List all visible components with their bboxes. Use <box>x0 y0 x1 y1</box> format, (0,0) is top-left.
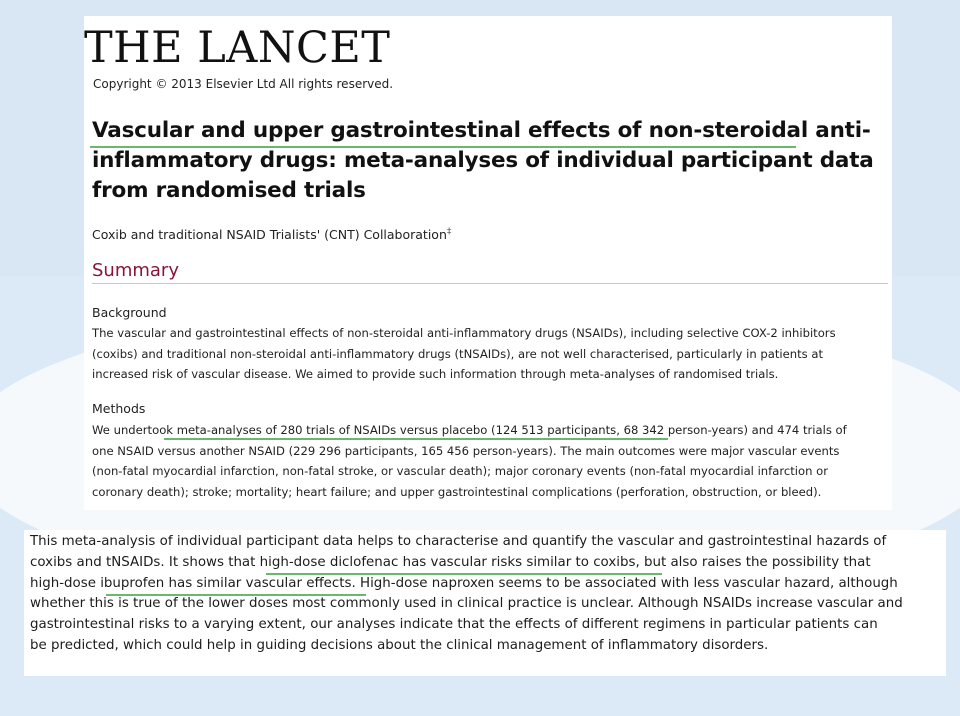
paragraph-line: coronary death); stroke; mortality; heart failure; and upper gastrointestinal complications (perforation, obstruction, or bleed). <box>92 484 822 499</box>
title-highlight-underline <box>90 146 796 148</box>
title-line: Vascular and upper gastrointestinal effects of non-steroidal anti- <box>92 118 871 143</box>
paragraph-line: We undertook meta-analyses of 280 trials of NSAIDs versus placebo (124 513 participants, 68 342 person-years) and 474 trials of <box>92 423 847 437</box>
methods-heading: Methods <box>92 401 146 416</box>
background-heading: Background <box>92 305 167 320</box>
summary-heading: Summary <box>92 260 179 281</box>
paragraph-line: This meta-analysis of individual participant data helps to characterise and quantify the vascular and gastrointestinal hazards of <box>30 534 887 549</box>
methods-paragraph <box>92 420 892 502</box>
paragraph-line: The vascular and gastrointestinal effects of non-steroidal anti-inflammatory drugs (NSAIDs), including selective COX-2 inhibitors <box>92 326 836 340</box>
paragraph-line: coxibs and tNSAIDs. It shows that high-dose diclofenac has vascular risks similar to coxibs, but also raises the possibility that <box>30 554 871 570</box>
journal-logo: THE LANCET <box>84 23 391 73</box>
paragraph-line: whether this is true of the lower doses most commonly used in clinical practice is unclear. Although NSAIDs increase vascular and <box>30 596 903 612</box>
copyright-notice: Copyright © 2013 Elsevier Ltd All rights reserved. <box>93 77 394 91</box>
author-line <box>92 227 451 242</box>
paragraph-line: one NSAID versus another NSAID (229 296 participants, 165 456 person-years). The main outcomes were major vascular events <box>92 443 840 458</box>
diclofenac-highlight-underline <box>266 573 662 575</box>
title-line: from randomised trials <box>92 178 366 203</box>
methods-highlight-underline <box>164 438 668 440</box>
paragraph-line: (coxibs) and traditional non-steroidal anti-inflammatory drugs (tNSAIDs), are not well characterised, particularly in patients at <box>92 346 823 361</box>
paragraph-line: increased risk of vascular disease. We aimed to provide such information through meta-analyses of randomised trials. <box>92 367 779 381</box>
paragraph-line: gastrointestinal risks to a varying extent, our analyses indicate that the effects of different regimens in particular patients can <box>30 617 878 633</box>
paragraph-line: be predicted, which could help in guiding decisions about the clinical management of inflammatory disorders. <box>30 637 769 653</box>
summary-divider <box>92 283 888 284</box>
author-name: Coxib and traditional NSAID Trialists' (CNT) Collaboration <box>92 227 447 243</box>
paragraph-line: high-dose ibuprofen has similar vascular effects. High-dose naproxen seems to be associated with less vascular hazard, although <box>30 575 898 591</box>
article-title <box>92 116 882 206</box>
paragraph-line: (non-fatal myocardial infarction, non-fatal stroke, or vascular death); major coronary events (non-fatal myocardial infarction or <box>92 464 828 478</box>
author-marker[interactable]: ‡ <box>446 227 452 237</box>
background-paragraph <box>92 323 892 385</box>
title-line: inflammatory drugs: meta-analyses of individual participant data <box>92 148 874 173</box>
ibuprofen-highlight-underline <box>106 594 366 596</box>
